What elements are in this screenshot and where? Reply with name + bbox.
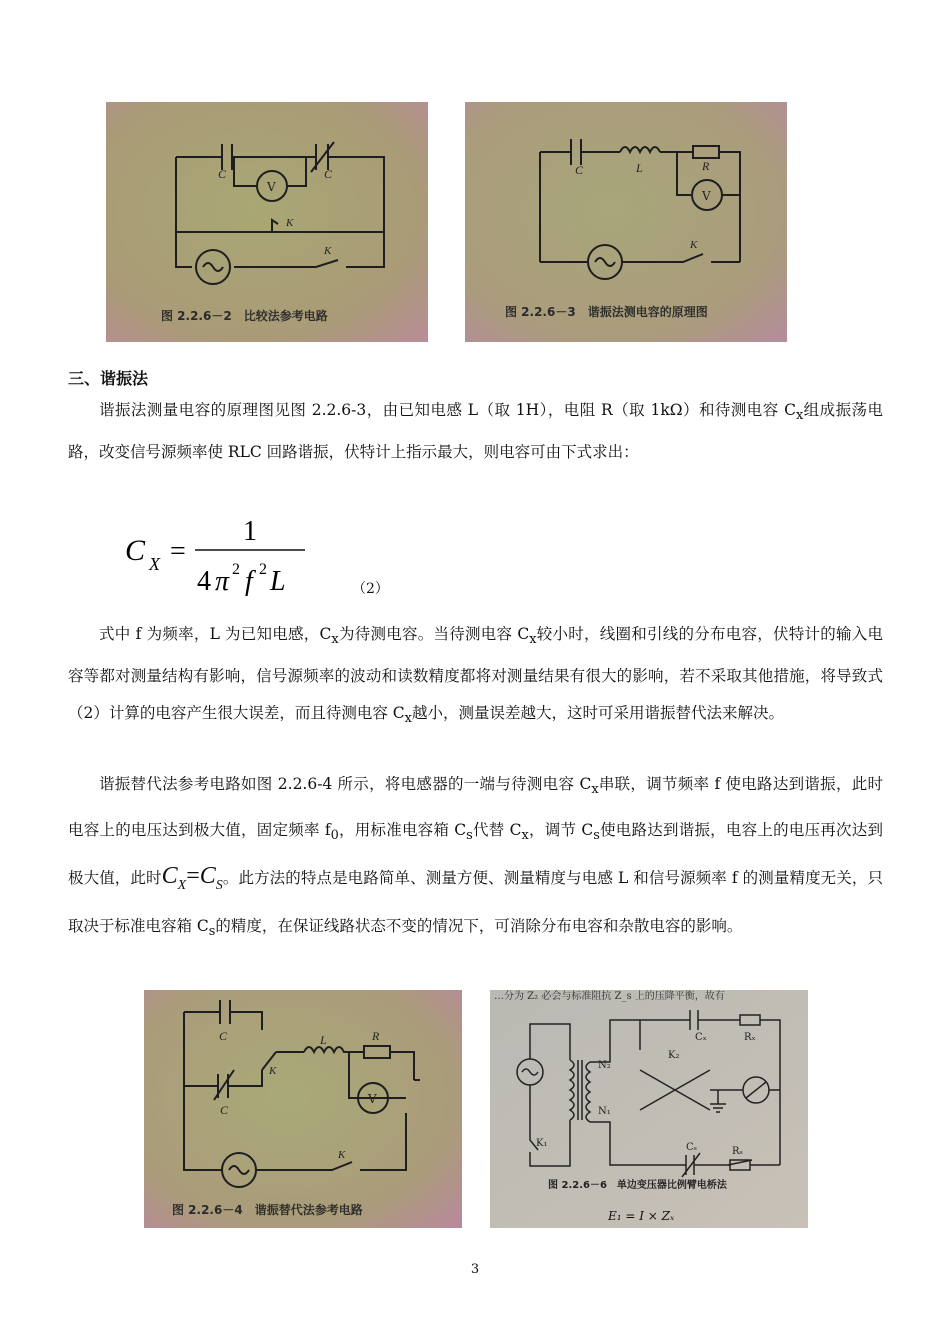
fig6-rs: Rₛ: [732, 1146, 743, 1157]
fig3-k1: K: [690, 239, 698, 251]
fig3-r: R: [702, 159, 710, 173]
figure-2-2-6-4: [144, 990, 462, 1228]
figure-2-2-6-3: [465, 102, 787, 342]
fig4-k1: K: [338, 1149, 346, 1161]
svg-text:=: =: [170, 536, 186, 567]
section-heading: 三、谐振法: [68, 369, 149, 388]
paragraph-3: 谐振替代法参考电路如图 2.2.6-4 所示，将电感器的一端与待测电容 $C_x$串联，调节频率 f 使电路达到谐振，此时电容上的电压达到极大值，固定频率 $f_0$，用标准电容箱 $C_s$代替 $C_x$，调节 $C_s$使电路达到谐振，电容上的电压再次达到极大值，此时$C_X=C_S$。此方法的特点是电路简单、测量方便、测量精度与电感 L 和信号源频率 f 的测量精度无关，只取决于标准电容箱 $C_s$的精度，在保证线路状态不变的情况下，可消除分布电容和杂散电容的影响。: [68, 775, 884, 940]
fig4-r: R: [372, 1029, 380, 1043]
fig4-l: L: [320, 1033, 327, 1047]
formula-cx: [125, 510, 325, 600]
fig4-v: V: [368, 1092, 377, 1106]
svg-text:π: π: [215, 566, 230, 597]
fig6-k2: K₂: [668, 1050, 680, 1061]
fig2-k2: K: [286, 217, 294, 229]
inline-formula: $C_X=C_S$: [161, 863, 223, 893]
svg-text:1: 1: [243, 516, 257, 547]
fig6-bottom-formula: E₁ = I × Zₓ: [608, 1209, 675, 1223]
svg-text:C: [218, 167, 227, 181]
equation-number: （2）: [352, 581, 389, 597]
fig3-l: L: [636, 161, 643, 175]
svg-text:L: L: [270, 566, 286, 597]
fig6-k1: K₁: [536, 1138, 548, 1149]
paragraph-1: 谐振法测量电容的原理图见图 2.2.6-3，由已知电感 L（取 1H），电阻 R（取 1kΩ）和待测电容 $C_x$组成振荡电路，改变信号源频率使 RLC 回路谐振，伏特计上指示最大，则电容可由下式求出：: [68, 401, 883, 462]
fig6-cs: Cₛ: [686, 1142, 698, 1153]
fig2-v: V: [267, 180, 276, 194]
fig6-rx: Rₓ: [744, 1032, 756, 1043]
fig6-n2: N₂: [598, 1060, 611, 1071]
svg-text:2: 2: [232, 561, 240, 578]
fig2-cs: C: [324, 167, 333, 181]
svg-text:X: X: [149, 554, 160, 574]
figure-2-2-6-6: [490, 990, 808, 1228]
fig3-caption: 图 2.2.6－3 谐振法测电容的原理图: [505, 305, 708, 319]
fig6-n1: N₁: [598, 1106, 611, 1117]
fig4-k2: K: [269, 1065, 277, 1077]
paragraph-2: 式中 f 为频率，L 为已知电感，$C_x$为待测电容。当待测电容 $C_x$较小时，线圈和引线的分布电容，伏特计的输入电容等都对测量结构有影响，信号源频率的波动和读数精度都将对测量结果有很大的影响，若不采取其他措施，将导致式（2）计算的电容产生很大误差，而且待测电容 $C_x$越小，测量误差越大，这时可采用谐振替代法来解决。: [68, 625, 883, 727]
fig4-caption: 图 2.2.6－4 谐振替代法参考电路: [172, 1203, 363, 1217]
fig2-k1: K: [324, 245, 332, 257]
fig3-cx: C: [575, 163, 584, 177]
svg-text:f: f: [245, 566, 253, 597]
figure-2-2-6-2: [106, 102, 428, 342]
svg-text:C: C: [125, 534, 146, 567]
fig3-v: V: [702, 189, 711, 203]
fig4-cs: C: [220, 1103, 229, 1117]
fig6-top-text: …分为 Z₂ 必会与标准阻抗 Z_s 上的压降平衡，故有: [494, 991, 725, 1002]
fig6-caption: 图 2.2.6－6 单边变压器比例臂电桥法: [548, 1180, 727, 1191]
fig4-cx: C: [219, 1029, 228, 1043]
page-number: 3: [470, 1262, 480, 1277]
svg-text:2: 2: [259, 561, 267, 578]
fig6-cx: Cₓ: [695, 1032, 707, 1043]
svg-text:4: 4: [197, 566, 211, 597]
fig2-caption: 图 2.2.6－2 比较法参考电路: [161, 309, 328, 323]
fig2-cx: C: [218, 167, 227, 181]
